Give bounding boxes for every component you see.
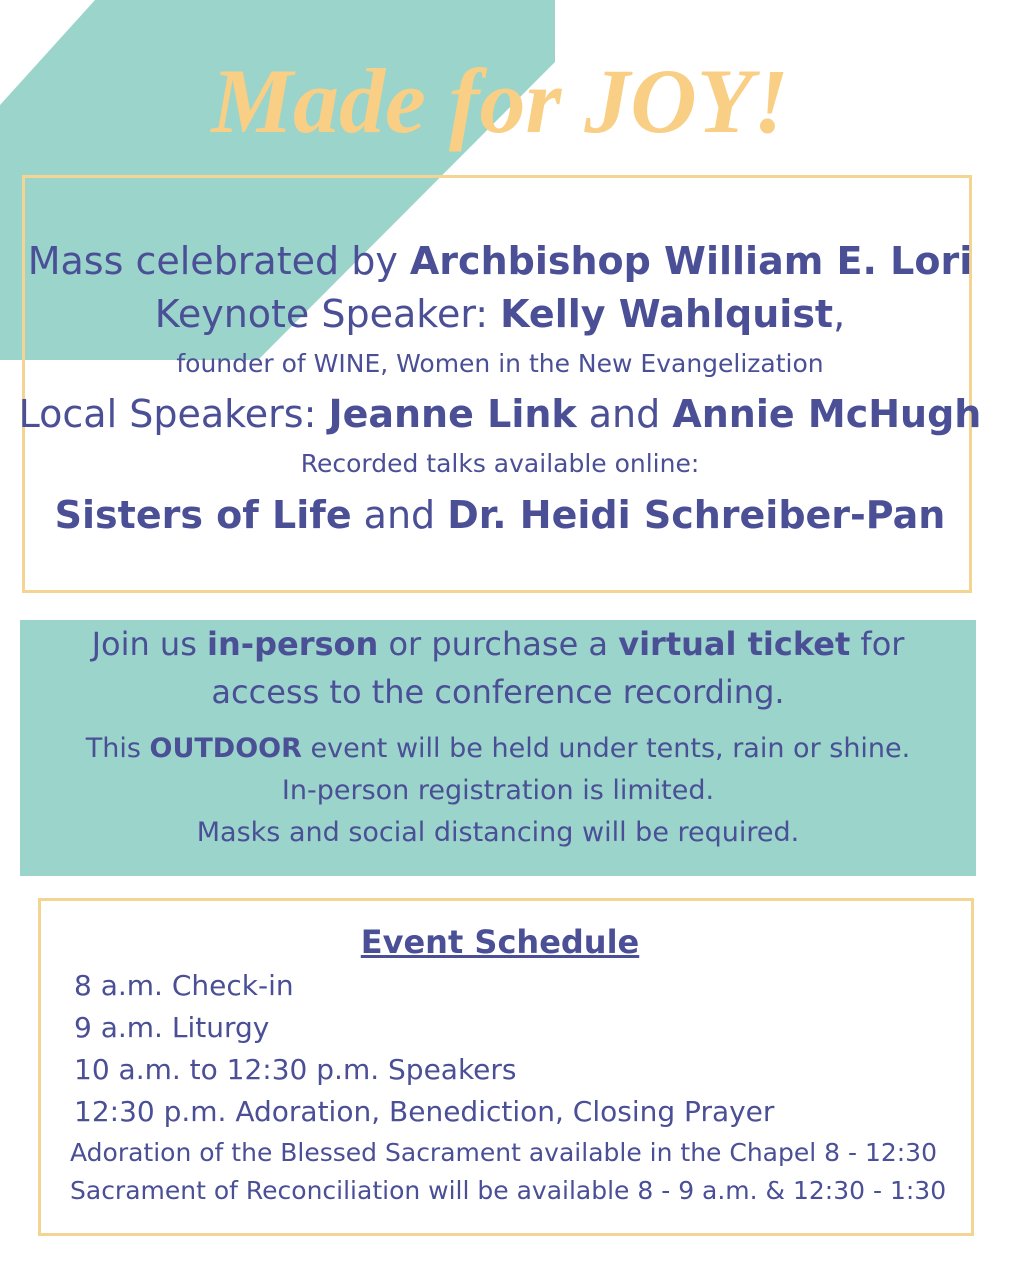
- speakers-section: [0, 236, 1000, 542]
- mass-prefix: Mass celebrated by: [27, 239, 410, 283]
- recorded-speakers-line: [0, 488, 1000, 542]
- mass-line: [0, 236, 1000, 286]
- recorded-speaker-2: Dr. Heidi Schreiber-Pan: [447, 493, 946, 537]
- schedule-title: Event Schedule: [360, 923, 640, 961]
- schedule-note: Sacrament of Reconciliation will be available 8 - 9 a.m. & 12:30 - 1:30: [70, 1176, 947, 1205]
- schedule-item: 9 a.m. Liturgy: [74, 1011, 270, 1044]
- keynote-prefix: Keynote Speaker:: [154, 292, 501, 336]
- keynote-speaker: Kelly Wahlquist: [500, 292, 834, 336]
- local-speaker-2: Annie McHugh: [672, 392, 982, 436]
- join-line-2: access to the conference recording.: [211, 673, 785, 711]
- local-speakers-line: [0, 386, 1000, 442]
- limited-line: In-person registration is limited.: [281, 775, 715, 806]
- schedule-item: 12:30 p.m. Adoration, Benediction, Closing Prayer: [74, 1095, 775, 1128]
- page-title: Made for JOY!: [211, 50, 789, 152]
- local-prefix: Local Speakers:: [18, 392, 329, 436]
- schedule-item: 8 a.m. Check-in: [74, 969, 294, 1002]
- masks-line: Masks and social distancing will be required.: [196, 817, 800, 848]
- keynote-line: [0, 286, 1000, 342]
- schedule-item: 10 a.m. to 12:30 p.m. Speakers: [74, 1053, 517, 1086]
- recorded-line: Recorded talks available online:: [300, 449, 700, 478]
- in-person-bold: in-person: [207, 625, 379, 663]
- founder-line: founder of WINE, Women in the New Evangelization: [176, 349, 824, 378]
- local-speaker-1: Jeanne Link: [328, 392, 577, 436]
- schedule-list: [74, 965, 774, 1133]
- outdoor-bold: OUTDOOR: [149, 733, 302, 764]
- join-text-2: or purchase a: [378, 625, 619, 663]
- outdoor-line: [0, 728, 996, 770]
- join-section: [0, 620, 996, 854]
- recorded-speaker-1: Sisters of Life: [54, 493, 352, 537]
- recorded-and: and: [351, 493, 448, 537]
- join-text-3: for: [850, 625, 905, 663]
- schedule-notes: [70, 1134, 946, 1210]
- local-and: and: [576, 392, 673, 436]
- join-text-1: Join us: [91, 625, 208, 663]
- virtual-ticket-bold: virtual ticket: [618, 625, 851, 663]
- mass-celebrant: Archbishop William E. Lori: [409, 239, 973, 283]
- outdoor-suffix: event will be held under tents, rain or shine.: [301, 733, 911, 764]
- outdoor-prefix: This: [85, 733, 150, 764]
- schedule-note: Adoration of the Blessed Sacrament available in the Chapel 8 - 12:30: [70, 1138, 937, 1167]
- keynote-suffix: ,: [833, 292, 846, 336]
- join-line-1: [0, 620, 996, 668]
